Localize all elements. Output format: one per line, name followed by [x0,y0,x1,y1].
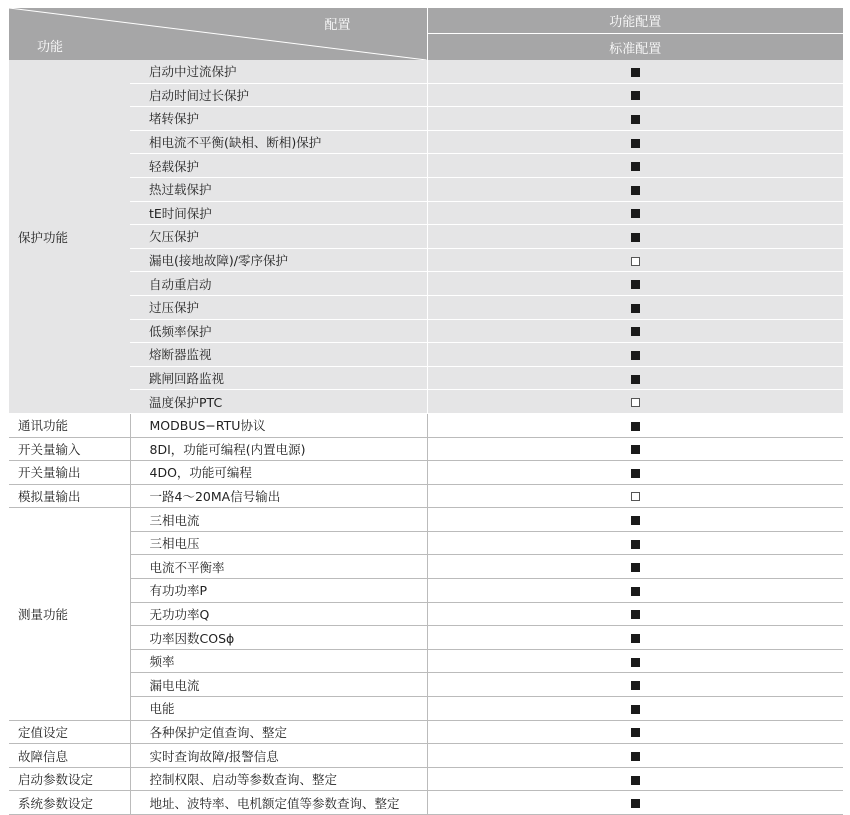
standard-config-cell [427,626,843,650]
table-row [9,508,843,532]
diagonal-divider [9,8,427,60]
function-category-cell: 定值设定 [9,720,130,744]
standard-config-cell [427,201,843,225]
filled-square-icon [631,776,640,785]
function-category-cell: 系统参数设定 [9,791,130,815]
feature-name-cell: 功率因数COSϕ [130,626,427,650]
standard-config-cell [427,248,843,272]
filled-square-icon [631,799,640,808]
filled-square-icon [631,162,640,171]
standard-config-cell [427,767,843,791]
table-row [9,767,843,791]
config-header-label: 配置 [324,18,351,33]
table-row [9,791,843,815]
feature-name-cell: 堵转保护 [130,107,427,131]
standard-config-cell [427,508,843,532]
table-row [9,626,843,650]
feature-name-cell: 轻载保护 [130,154,427,178]
filled-square-icon [631,563,640,572]
filled-square-icon [631,209,640,218]
standard-config-cell [427,272,843,296]
table-row [9,437,843,461]
empty-square-icon [631,257,640,266]
standard-config-cell [427,720,843,744]
table-row [9,83,843,107]
standard-config-cell [427,154,843,178]
table-row [9,720,843,744]
table-row [9,319,843,343]
table-row [9,555,843,579]
table-row [9,602,843,626]
feature-name-cell: 频率 [130,649,427,673]
filled-square-icon [631,422,640,431]
table-row [9,531,843,555]
standard-config-cell [427,343,843,367]
standard-config-cell [427,130,843,154]
filled-square-icon [631,610,640,619]
table-row [9,366,843,390]
table-row [9,390,843,414]
filled-square-icon [631,304,640,313]
empty-square-icon [631,492,640,501]
feature-name-cell: 热过载保护 [130,177,427,201]
function-category-cell: 测量功能 [9,508,130,720]
filled-square-icon [631,68,640,77]
standard-config-cell [427,177,843,201]
standard-config-cell [427,791,843,815]
standard-config-cell [427,697,843,721]
feature-name-cell: 电能 [130,697,427,721]
standard-config-cell [427,83,843,107]
filled-square-icon [631,681,640,690]
table-row [9,107,843,131]
function-category-cell: 通讯功能 [9,413,130,437]
feature-name-cell: 三相电压 [130,531,427,555]
function-category-cell: 启动参数设定 [9,767,130,791]
filled-square-icon [631,587,640,596]
filled-square-icon [631,375,640,384]
standard-config-cell [427,60,843,83]
standard-config-cell [427,744,843,768]
standard-config-cell [427,413,843,437]
function-category-cell: 开关量输出 [9,461,130,485]
standard-config-cell [427,366,843,390]
table-row [9,60,843,83]
function-config-header: 功能配置 [427,8,843,34]
diagonal-header-cell [9,8,427,60]
filled-square-icon [631,139,640,148]
function-category-cell: 故障信息 [9,744,130,768]
table-row [9,461,843,485]
filled-square-icon [631,115,640,124]
feature-name-cell: tE时间保护 [130,201,427,225]
feature-name-cell: 熔断器监视 [130,343,427,367]
standard-config-cell [427,531,843,555]
standard-config-cell [427,319,843,343]
standard-config-cell [427,673,843,697]
table-row [9,697,843,721]
table-row [9,649,843,673]
feature-name-cell: 启动中过流保护 [130,60,427,83]
feature-name-cell: 跳闸回路监视 [130,366,427,390]
feature-name-cell: 4DO，功能可编程 [130,461,427,485]
table-row [9,484,843,508]
standard-config-cell [427,461,843,485]
filled-square-icon [631,351,640,360]
feature-name-cell: 8DI，功能可编程(内置电源) [130,437,427,461]
table-row [9,744,843,768]
function-category-cell: 模拟量输出 [9,484,130,508]
table-row [9,248,843,272]
function-category-cell: 保护功能 [9,60,130,413]
filled-square-icon [631,327,640,336]
table-row [9,201,843,225]
feature-name-cell: 各种保护定值查询、整定 [130,720,427,744]
table-row [9,673,843,697]
standard-config-cell [427,602,843,626]
standard-config-cell [427,295,843,319]
standard-config-cell [427,649,843,673]
table-row [9,295,843,319]
standard-config-cell [427,437,843,461]
feature-name-cell: 启动时间过长保护 [130,83,427,107]
table-row [9,130,843,154]
filled-square-icon [631,540,640,549]
feature-name-cell: 温度保护PTC [130,390,427,414]
feature-name-cell: 自动重启动 [130,272,427,296]
filled-square-icon [631,516,640,525]
filled-square-icon [631,634,640,643]
feature-name-cell: 有功功率P [130,579,427,603]
table-row [9,413,843,437]
function-category-cell: 开关量输入 [9,437,130,461]
feature-name-cell: 欠压保护 [130,225,427,249]
filled-square-icon [631,233,640,242]
filled-square-icon [631,705,640,714]
table-row [9,579,843,603]
standard-config-header: 标准配置 [427,34,843,61]
table-row [9,343,843,367]
feature-name-cell: 三相电流 [130,508,427,532]
standard-config-cell [427,225,843,249]
filled-square-icon [631,469,640,478]
feature-name-cell: 漏电(接地故障)/零序保护 [130,248,427,272]
function-header-label: 功能 [37,40,64,55]
function-config-table [9,8,843,815]
feature-name-cell: 电流不平衡率 [130,555,427,579]
standard-config-cell [427,579,843,603]
filled-square-icon [631,658,640,667]
standard-config-cell [427,107,843,131]
feature-name-cell: MODBUS−RTU协议 [130,413,427,437]
feature-name-cell: 控制权限、启动等参数查询、整定 [130,767,427,791]
table-row [9,272,843,296]
filled-square-icon [631,752,640,761]
feature-name-cell: 实时查询故障/报警信息 [130,744,427,768]
filled-square-icon [631,280,640,289]
table-row [9,225,843,249]
feature-name-cell: 无功功率Q [130,602,427,626]
standard-config-cell [427,555,843,579]
filled-square-icon [631,186,640,195]
feature-name-cell: 一路4～20MA信号输出 [130,484,427,508]
table-row [9,177,843,201]
filled-square-icon [631,445,640,454]
table-body [9,60,843,815]
feature-name-cell: 相电流不平衡(缺相、断相)保护 [130,130,427,154]
standard-config-cell [427,484,843,508]
feature-name-cell: 过压保护 [130,295,427,319]
standard-config-cell [427,390,843,414]
feature-name-cell: 地址、波特率、电机额定值等参数查询、整定 [130,791,427,815]
filled-square-icon [631,728,640,737]
filled-square-icon [631,91,640,100]
feature-name-cell: 漏电电流 [130,673,427,697]
table-row [9,154,843,178]
empty-square-icon [631,398,640,407]
feature-name-cell: 低频率保护 [130,319,427,343]
